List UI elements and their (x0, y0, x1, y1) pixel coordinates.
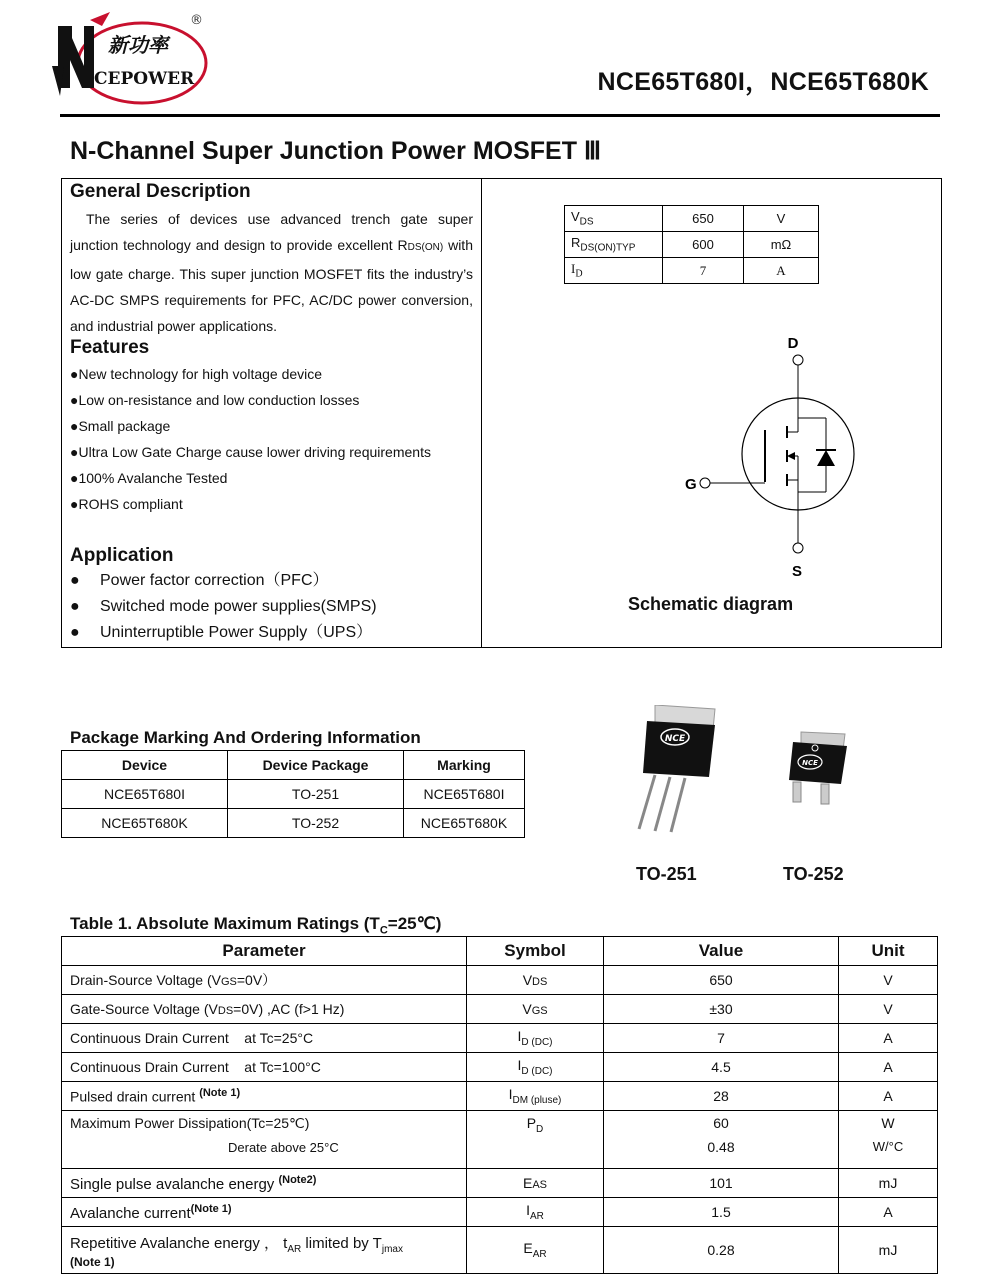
table-row: NCE65T680K TO-252 NCE65T680K (62, 809, 525, 838)
table-row: Avalanche current$^{(Note 1)}$ $I_{AR}$ 1.5 A (62, 1198, 938, 1227)
svg-text:®: ® (190, 13, 203, 28)
list-item: ● Switched mode power supplies(SMPS) (70, 598, 377, 615)
svg-text:NCE: NCE (664, 734, 686, 744)
part-number-title: NCE65T680I，NCE65T680K (597, 68, 929, 96)
table-row: $I_D$ 7 A (565, 258, 819, 284)
features-list (70, 361, 475, 517)
list-item: ●New technology for high voltage device (70, 366, 323, 382)
company-logo (50, 8, 210, 108)
table-row: Maximum Power Dissipation(Tc=25℃) Derate above 25°C $P_D$ 60 0.48 W W/°C (62, 1111, 938, 1169)
ratings-title: Table 1. Absolute Maximum Ratings $(T_C=25℃)$ (70, 914, 442, 937)
svg-text:NCE: NCE (802, 759, 818, 767)
list-item: ●Ultra Low Gate Charge cause lower driving requirements (70, 444, 431, 460)
list-item: ●100% Avalanche Tested (70, 470, 228, 486)
table-row: Repetitive Avalanche energy ， $t_{AR}$ limited by $T_{jmax}$ (Note 1) $E_{AR}$ 0.28 mJ (62, 1227, 938, 1274)
general-description-title: General Description (70, 181, 251, 202)
to251-label: TO-251 (636, 864, 697, 884)
table-header-row: Parameter Symbol Value Unit (62, 937, 938, 966)
svg-text:CEPOWER: CEPOWER (94, 69, 195, 89)
ordering-table (61, 750, 525, 838)
to251-package-image (625, 705, 725, 835)
table-row: $V_{DS}$ 650 V (565, 206, 819, 232)
list-item: ● Uninterruptible Power Supply（UPS） (70, 624, 373, 641)
overview-divider (481, 178, 482, 647)
table-row: Gate-Source Voltage (VDS=0V) ,AC (f>1 Hz) VGS ±30 V (62, 995, 938, 1024)
table-row: Pulsed drain current $^{(Note 1)}$ $I_{DM (pluse)}$ 28 A (62, 1082, 938, 1111)
svg-text:新功率: 新功率 (108, 33, 168, 57)
table-row: $R_{DS(ON)TYP}$ 600 mΩ (565, 232, 819, 258)
drain-label: D (787, 335, 799, 352)
mosfet-schematic (660, 330, 860, 580)
list-item: ●Low on-resistance and low conduction losses (70, 392, 360, 408)
list-item: ● Power factor correction（PFC） (70, 572, 329, 589)
table-row: Single pulse avalanche energy $^{(Note2)}$ EAS 101 mJ (62, 1169, 938, 1198)
schematic-caption: Schematic diagram (628, 594, 794, 614)
table-row: Continuous Drain Current at Tc=100°C $I_{D (DC)}$ 4.5 A (62, 1053, 938, 1082)
table-row: NCE65T680I TO-251 NCE65T680I (62, 780, 525, 809)
table-row: Drain-Source Voltage (VGS=0V） VDS 650 V (62, 966, 938, 995)
key-specs-table (564, 205, 819, 284)
gate-label: G (685, 476, 697, 493)
list-item: ●Small package (70, 418, 171, 434)
ordering-title: Package Marking And Ordering Information (70, 728, 421, 747)
to252-label: TO-252 (783, 864, 844, 884)
table-header-row: Device Device Package Marking (62, 751, 525, 780)
application-title: Application (70, 545, 174, 566)
source-label: S (791, 563, 803, 580)
application-list (70, 568, 475, 646)
to252-package-image (785, 728, 855, 808)
absolute-ratings-table (61, 936, 938, 1274)
table-row: Continuous Drain Current at Tc=25°C $I_{D (DC)}$ 7 A (62, 1024, 938, 1053)
features-title: Features (70, 337, 150, 358)
list-item: ●ROHS compliant (70, 496, 183, 512)
general-description-text: The series of devices use advanced trench gate super junction technology and design to provide excellent RDS(ON) with low gate charge. This super junction MOSFET fits the industry’s AC-DC SMPS requirements for PFC, AC/DC power conversion, and industrial power applications. (70, 211, 473, 334)
header-divider (60, 114, 940, 117)
page-title: N-Channel Super Junction Power MOSFET Ⅲ (70, 137, 602, 165)
